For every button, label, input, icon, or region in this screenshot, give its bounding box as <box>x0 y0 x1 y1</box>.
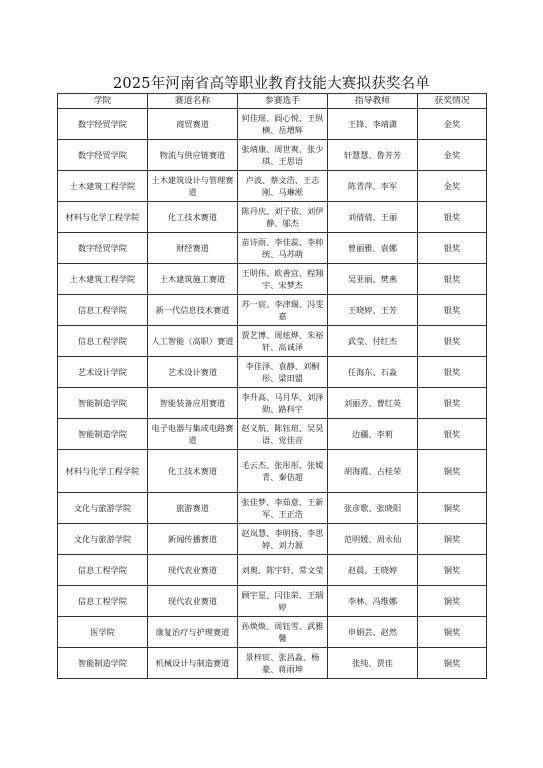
table-row <box>58 524 487 555</box>
award-cell: 银奖 <box>418 233 487 264</box>
table-row <box>58 493 487 524</box>
award-cell: 银奖 <box>418 264 487 295</box>
table-row <box>58 202 487 233</box>
students-cell: 苏一宸、李津瑞、冯雯嘉 <box>238 295 328 326</box>
track-cell: 新闻传播赛道 <box>148 524 238 555</box>
award-cell: 铜奖 <box>418 450 487 493</box>
students-cell: 赵义航、陈钰瑄、吴昊语、党佳音 <box>238 419 328 450</box>
college-cell: 智能制造学院 <box>58 419 148 450</box>
college-cell: 智能制造学院 <box>58 648 148 679</box>
table-header-row <box>58 94 487 109</box>
table-row <box>58 326 487 357</box>
table-row <box>58 419 487 450</box>
teachers-cell: 范明媛、周永仙 <box>328 524 418 555</box>
students-cell: 李佳泽、袁静、刘桐彤、梁田盟 <box>238 357 328 388</box>
teachers-cell: 刘丽芳、曹红英 <box>328 388 418 419</box>
students-cell: 王明伟、欧善宜、程翔宇、宋梦杰 <box>238 264 328 295</box>
teachers-cell: 胡海霞、占桂荣 <box>328 450 418 493</box>
award-cell: 铜奖 <box>418 555 487 586</box>
students-cell: 李升高、马月华、刘泽勋、路科宇 <box>238 388 328 419</box>
table-row <box>58 586 487 617</box>
track-cell: 电子电器与集成电路赛道 <box>148 419 238 450</box>
college-cell: 文化与旅游学院 <box>58 493 148 524</box>
track-cell: 化工技术赛道 <box>148 202 238 233</box>
track-cell: 机械设计与制造赛道 <box>148 648 238 679</box>
teachers-cell: 王锋、李靖潇 <box>328 109 418 140</box>
teachers-cell: 陈青萍、李军 <box>328 171 418 202</box>
teachers-cell: 申娟芸、赵然 <box>328 617 418 648</box>
track-cell: 智能装备应用赛道 <box>148 388 238 419</box>
table-row <box>58 388 487 419</box>
students-cell: 刘奥、陈宇轩、常文莹 <box>238 555 328 586</box>
college-cell: 信息工程学院 <box>58 326 148 357</box>
students-cell: 贾艺博、周炫烨、朱裕轩、高诚泽 <box>238 326 328 357</box>
table-row <box>58 295 487 326</box>
teachers-cell: 刘倩倩、王丽 <box>328 202 418 233</box>
college-cell: 智能制造学院 <box>58 388 148 419</box>
college-cell: 艺术设计学院 <box>58 357 148 388</box>
college-cell: 文化与旅游学院 <box>58 524 148 555</box>
students-cell: 赵岚慧、李明扬、李思婷、刘力源 <box>238 524 328 555</box>
award-cell: 铜奖 <box>418 617 487 648</box>
teachers-cell: 赵晨、王晓婷 <box>328 555 418 586</box>
award-cell: 铜奖 <box>418 493 487 524</box>
award-cell: 铜奖 <box>418 648 487 679</box>
track-cell: 艺术设计赛道 <box>148 357 238 388</box>
table-body <box>58 109 487 679</box>
award-cell: 铜奖 <box>418 586 487 617</box>
college-cell: 医学院 <box>58 617 148 648</box>
college-cell: 信息工程学院 <box>58 586 148 617</box>
track-cell: 康复治疗与护理赛道 <box>148 617 238 648</box>
award-cell: 银奖 <box>418 388 487 419</box>
track-cell: 人工智能（高职）赛道 <box>148 326 238 357</box>
table-row <box>58 450 487 493</box>
students-cell: 苗诗雨、李佳蕊、李帅统、马苏萌 <box>238 233 328 264</box>
award-cell: 银奖 <box>418 326 487 357</box>
college-cell: 数字经贸学院 <box>58 233 148 264</box>
table-row <box>58 648 487 679</box>
award-cell: 金奖 <box>418 109 487 140</box>
students-cell: 景梓宸、张昌淼、杨豪、蒋雨坤 <box>238 648 328 679</box>
table-row <box>58 555 487 586</box>
header-track: 赛道名称 <box>148 94 238 109</box>
award-cell: 银奖 <box>418 419 487 450</box>
teachers-cell: 轩慧慧、鲁芳芳 <box>328 140 418 171</box>
track-cell: 物流与供应链赛道 <box>148 140 238 171</box>
teachers-cell: 李林、冯维娜 <box>328 586 418 617</box>
college-cell: 材料与化学工程学院 <box>58 450 148 493</box>
document-title: 2025年河南省高等职业教育技能大赛拟获奖名单 <box>113 76 430 92</box>
track-cell: 财经赛道 <box>148 233 238 264</box>
award-cell: 金奖 <box>418 140 487 171</box>
award-table <box>57 93 487 679</box>
table-row <box>58 357 487 388</box>
teachers-cell: 边疆、李莉 <box>328 419 418 450</box>
students-cell: 何佳瑶、阎心悦、王纵横、岳增辉 <box>238 109 328 140</box>
teachers-cell: 张彦歌、张晓阳 <box>328 493 418 524</box>
table-row <box>58 233 487 264</box>
teachers-cell: 任海东、石淼 <box>328 357 418 388</box>
students-cell: 顾宇星、闫佳荣、王瑞婷 <box>238 586 328 617</box>
header-award: 获奖情况 <box>418 94 487 109</box>
students-cell: 张靖康、周世爽、张少琪、王思语 <box>238 140 328 171</box>
award-cell: 银奖 <box>418 295 487 326</box>
header-college: 学院 <box>58 94 148 109</box>
track-cell: 旅游赛道 <box>148 493 238 524</box>
award-cell: 金奖 <box>418 171 487 202</box>
teachers-cell: 张纯、贾佳 <box>328 648 418 679</box>
students-cell: 张佳梦、李茹意、王新军、王正浩 <box>238 493 328 524</box>
track-cell: 现代农业赛道 <box>148 555 238 586</box>
table-row <box>58 264 487 295</box>
table-row <box>58 617 487 648</box>
track-cell: 现代农业赛道 <box>148 586 238 617</box>
track-cell: 化工技术赛道 <box>148 450 238 493</box>
college-cell: 信息工程学院 <box>58 555 148 586</box>
college-cell: 材料与化学工程学院 <box>58 202 148 233</box>
college-cell: 土木建筑工程学院 <box>58 171 148 202</box>
teachers-cell: 武莹、付红杰 <box>328 326 418 357</box>
header-teachers: 指导教师 <box>328 94 418 109</box>
track-cell: 新一代信息技术赛道 <box>148 295 238 326</box>
award-cell: 银奖 <box>418 357 487 388</box>
track-cell: 商贸赛道 <box>148 109 238 140</box>
table-row <box>58 171 487 202</box>
award-cell: 铜奖 <box>418 524 487 555</box>
students-cell: 毛云杰、张彤彤、张嫒青、秦佶超 <box>238 450 328 493</box>
track-cell: 土木建筑施工赛道 <box>148 264 238 295</box>
track-cell: 土木建筑设计与管理赛道 <box>148 171 238 202</box>
header-students: 参赛选手 <box>238 94 328 109</box>
table-row <box>58 109 487 140</box>
table-row <box>58 140 487 171</box>
college-cell: 土木建筑工程学院 <box>58 264 148 295</box>
teachers-cell: 吴亚丽、樊燕 <box>328 264 418 295</box>
teachers-cell: 曾丽雅、袁娜 <box>328 233 418 264</box>
college-cell: 信息工程学院 <box>58 295 148 326</box>
students-cell: 卢波、蔡文浩、王志刚、马琳淞 <box>238 171 328 202</box>
college-cell: 数字经贸学院 <box>58 109 148 140</box>
teachers-cell: 王晓婷、王芳 <box>328 295 418 326</box>
college-cell: 数字经贸学院 <box>58 140 148 171</box>
students-cell: 孙焕焕、周钰雪、武雅馨 <box>238 617 328 648</box>
award-cell: 银奖 <box>418 202 487 233</box>
students-cell: 陈丹庆、刘子依、刘伊静、邬杰 <box>238 202 328 233</box>
